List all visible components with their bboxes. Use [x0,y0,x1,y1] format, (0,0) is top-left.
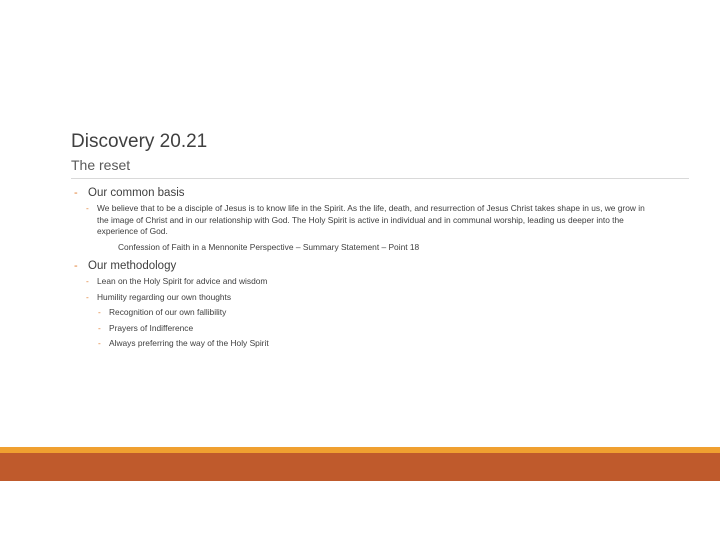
citation: Confession of Faith in a Mennonite Perspective – Summary Statement – Point 18 [118,241,420,252]
bullet-marker: - [74,260,78,272]
sub-list-item-text: Prayers of Indifference [109,322,194,333]
sub-list-item [98,323,654,335]
bullet-marker: - [98,338,101,348]
section-heading-label: Our methodology [88,260,177,272]
bullet-marker: - [98,307,101,317]
list-item [86,276,654,288]
list-item-text: Lean on the Holy Spirit for advice and wisdom [97,276,268,286]
slide-subtitle: The reset [71,157,131,173]
section-heading-methodology [74,258,654,274]
sub-list-item [98,307,654,319]
bullet-marker: - [74,187,78,199]
bullet-marker: - [86,276,89,286]
footer-stripe-thick [0,453,720,481]
slide-content [74,185,654,354]
bullet-marker: - [98,322,101,333]
list-item-text: We believe that to be a disciple of Jesus is to know life in the Spirit. As the life, death, and resurrection of Jesus Christ takes shape in us, we grow in the image of Christ and in our relationship with God. The Holy Spirit is active in individual and in communal worship, leading us deeper into the experience of God. [97,203,645,236]
sub-list-item-text: Always preferring the way of the Holy Spirit [109,338,269,348]
section-heading-label: Our common basis [88,187,185,199]
section-heading-common-basis [74,185,654,201]
sub-list-item-text: Recognition of our own fallibility [109,307,227,317]
list-item-text: Humility regarding our own thoughts [97,291,232,302]
list-item [86,203,654,238]
bullet-marker: - [86,203,89,213]
sub-list-item [98,338,654,350]
bullet-marker: - [86,291,89,302]
slide-title: Discovery 20.21 [71,131,208,152]
list-item [86,292,654,304]
title-divider [71,178,689,179]
